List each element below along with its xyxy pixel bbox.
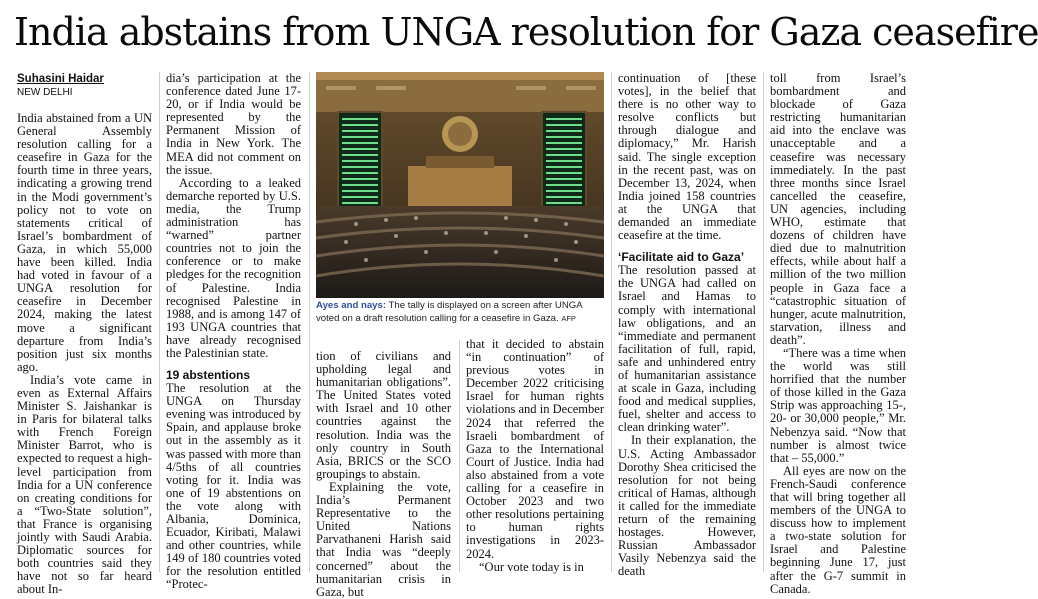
headline: India abstains from UNGA resolution for Gaza ceasefire — [14, 10, 1038, 54]
column-3 — [316, 349, 451, 599]
column-6 — [770, 71, 906, 596]
photo-caption — [316, 300, 606, 325]
paragraph: According to a leaked demarche reported by U.S. media, the Trump administration has “warned” partner countries not to join the conference or to make pledges for the recognition of Palestine. India recognised Palestine in 1988, and is among 147 of 193 UNGA countries that have already recognised the Palestinian state. — [166, 175, 301, 360]
column-divider — [159, 72, 160, 572]
paragraph: The resolution passed at the UNGA had called on Israel and Hamas to comply with international law obligations, and an “immediate and permanent facilitation of full, rapid, safe and unhindered entry of humanitarian assistance at scale in Gaza, including food and medical supplies, fuel, shelter and access to clean drinking water”. — [618, 263, 756, 435]
paragraph: In their explanation, the U.S. Acting Ambassador Dorothy Shea criticised the resolution for not being critical of Hamas, although it called for the immediate return of the remaining hostages. However, Russian Ambassador Vasily Nebenzya said the death — [618, 433, 756, 579]
paragraph: “There was a time when the world was still horrified that the number of those killed in the Gaza Strip was approaching 15-, 20- or 30,000 people,” Mr. Nebenzya said. “Now that number is almost twice that – 55,000.” — [770, 345, 906, 465]
paragraph: tion of civilians and upholding legal and humanitarian obligations”. The United States voted with Israel and 10 other countries against the resolution. India was the only country in South Asia, BRICS or the SCO groupings to abstain. — [316, 349, 451, 481]
column-2 — [166, 71, 301, 592]
paragraph: that it decided to abstain “in continuation” of previous votes in December 2022 criticising Israel for human rights violations and in December 2024 that referred the Israeli bombardment of Gaza to the International Court of Justice. India had also abstained from a vote calling for a ceasefire in October 2023 and two other resolutions pertaining to human rights investigations in 2023-2024. — [466, 337, 604, 561]
paragraph: India’s vote came in even as External Affairs Minister S. Jaishankar is in Paris for bilateral talks with French Foreign Minister Barrot, who is expected to request a high-level participation from India for a UN conference on creating conditions for a “Two-State solution”, that France is organising jointly with Saudi Arabia. Diplomatic sources for both countries said they have not so far heard about In- — [17, 372, 152, 597]
paragraph: Explaining the vote, India’s Permanent Representative to the United Nations Parvathaneni Harish said that India was “deeply concerned” about the humanitarian crisis in Gaza, but — [316, 479, 451, 599]
dateline: NEW DELHI — [17, 87, 73, 98]
paragraph: continuation of [these votes], in the belief that there is no other way to resolve conflicts but through dialogue and diplomacy,” Mr. Harish said. The single exception in the recent past, was on December 13, 2024, when India joined 158 countries at the UNGA that demanded an immediate ceasefire at the time. — [618, 71, 756, 243]
column-4 — [466, 338, 604, 572]
paragraph: dia’s participation at the conference dated June 17-20, or if India would be represented by the Permanent Mission of India in New York. The MEA did not comment on the issue. — [166, 71, 301, 177]
paragraph: The resolution at the UNGA on Thursday evening was introduced by Spain, and applause broke out in the assembly as it was passed with more than 4/5ths of all countries voting for it. India was one of 19 abstentions on the vote along with Albania, Dominica, Ecuador, Kiribati, Malawi and other countries, while 149 of 180 countries voted for the resolution entitled “Protec- — [166, 381, 301, 592]
column-divider — [611, 72, 612, 572]
subhead: 19 abstentions — [166, 368, 251, 383]
unga-assembly-photo — [316, 72, 604, 298]
paragraph: toll from Israel’s bombardment and blockade of Gaza restricting humanitarian aid into the enclave was unacceptable and a ceasefire was necessary immediately. In the past three months since Israel cancelled the ceasefire, UN agencies, including WHO, estimate that dozens of children have died due to malnutrition effects, while about half a million of the two million people in Gaza face a “catastrophic situation of hunger, acute malnutrition, starvation, illness and death”. — [770, 71, 906, 347]
photo-credit: AFP — [561, 313, 576, 323]
byline: Suhasini Haidar — [17, 73, 104, 85]
caption-lead: Ayes and nays: — [316, 300, 387, 311]
assembly-hall-illustration — [316, 72, 604, 298]
column-5 — [618, 71, 756, 579]
paragraph: “Our vote today is in — [479, 559, 584, 574]
subhead: ‘Facilitate aid to Gaza’ — [618, 250, 745, 265]
paragraph: India abstained from a UN General Assembly resolution calling for a ceasefire in Gaza for the fourth time in three years, indicating a growing trend in the Modi government’s policy not to vote on statements critical of Israel’s bombardment of Gaza, in which 55,000 have been killed. India had voted in favour of a UNGA resolution for ceasefire in December 2024, making the latest move a significant departure from India’s position just six months ago. — [17, 111, 152, 374]
column-divider — [763, 72, 764, 572]
column-1 — [17, 72, 152, 597]
caption-text: The tally is displayed on a screen after UNGA voted on a draft resolution calling for a ceasefire in Gaza. — [316, 300, 583, 324]
paragraph: All eyes are now on the French-Saudi conference that will bring together all members of the UNGA to discuss how to implement a two-state solution for Israel and Palestine beginning June 17, just after the G-7 summit in Canada. — [770, 463, 906, 596]
column-divider — [459, 340, 460, 572]
column-divider — [309, 72, 310, 572]
